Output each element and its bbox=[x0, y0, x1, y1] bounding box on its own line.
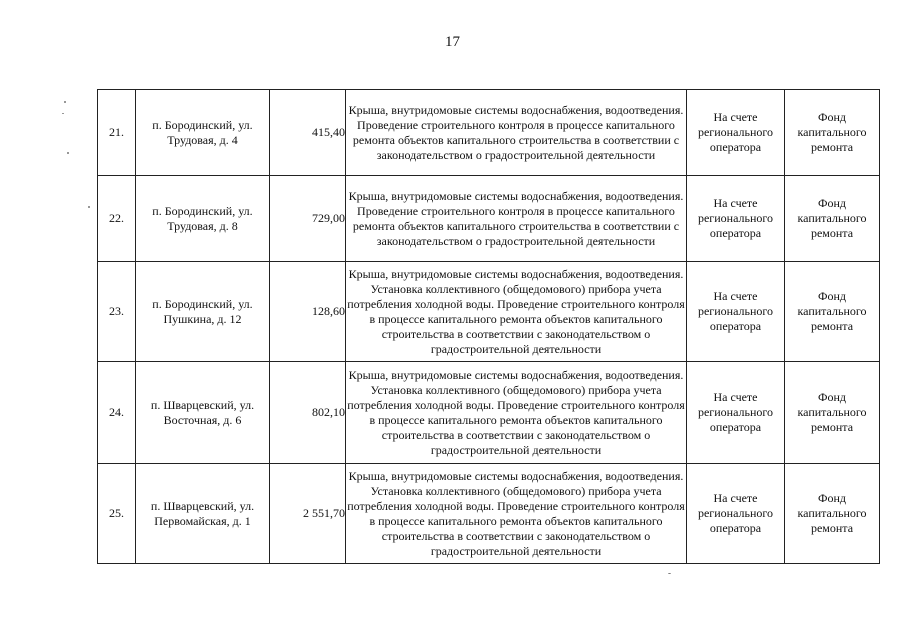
works-cell: Крыша, внутридомовые системы водоснабжения, водоотведения. Установка коллективного (общедомового) прибора учета потребления холодной воды. Проведение строительного контроля в процессе капитального ремонта объектов капитального строительства в соответствии с законодательством о градостроительной деятельности bbox=[346, 362, 687, 464]
row-number: 22. bbox=[98, 176, 136, 262]
works-cell: Крыша, внутридомовые системы водоснабжения, водоотведения. Проведение строительного контроля в процессе капитального ремонта объектов капитального строительства в соответствии с законодательством о градостроительной деятельности bbox=[346, 176, 687, 262]
account-cell: На счете регионального оператора bbox=[687, 362, 785, 464]
funding-source-cell: Фонд капитального ремонта bbox=[785, 464, 880, 564]
funding-source-cell: Фонд капитального ремонта bbox=[785, 176, 880, 262]
row-number: 21. bbox=[98, 90, 136, 176]
row-number: 23. bbox=[98, 262, 136, 362]
scan-speck bbox=[62, 113, 64, 114]
scan-speck bbox=[67, 152, 69, 154]
area-cell: 729,00 bbox=[270, 176, 346, 262]
address-cell: п. Шварцевский, ул. Восточная, д. 6 bbox=[136, 362, 270, 464]
row-number: 25. bbox=[98, 464, 136, 564]
works-cell: Крыша, внутридомовые системы водоснабжения, водоотведения. Проведение строительного контроля в процессе капитального ремонта объектов капитального строительства в соответствии с законодательством о градостроительной деятельности bbox=[346, 90, 687, 176]
scan-speck bbox=[668, 573, 671, 574]
area-cell: 2 551,70 bbox=[270, 464, 346, 564]
row-number: 24. bbox=[98, 362, 136, 464]
table-row bbox=[98, 176, 880, 262]
funding-source-cell: Фонд капитального ремонта bbox=[785, 90, 880, 176]
area-cell: 802,10 bbox=[270, 362, 346, 464]
table-row bbox=[98, 262, 880, 362]
scan-speck bbox=[64, 101, 66, 103]
area-cell: 415,40 bbox=[270, 90, 346, 176]
works-cell: Крыша, внутридомовые системы водоснабжения, водоотведения. Установка коллективного (общедомового) прибора учета потребления холодной воды. Проведение строительного контроля в процессе капитального ремонта объектов капитального строительства в соответствии с законодательством о градостроительной деятельности bbox=[346, 464, 687, 564]
table-row bbox=[98, 90, 880, 176]
works-cell: Крыша, внутридомовые системы водоснабжения, водоотведения. Установка коллективного (общедомового) прибора учета потребления холодной воды. Проведение строительного контроля в процессе капитального ремонта объектов капитального строительства в соответствии с законодательством о градостроительной деятельности bbox=[346, 262, 687, 362]
account-cell: На счете регионального оператора bbox=[687, 176, 785, 262]
account-cell: На счете регионального оператора bbox=[687, 90, 785, 176]
address-cell: п. Бородинский, ул. Трудовая, д. 4 bbox=[136, 90, 270, 176]
repair-table bbox=[97, 89, 880, 564]
table-row bbox=[98, 362, 880, 464]
area-cell: 128,60 bbox=[270, 262, 346, 362]
funding-source-cell: Фонд капитального ремонта bbox=[785, 362, 880, 464]
funding-source-cell: Фонд капитального ремонта bbox=[785, 262, 880, 362]
address-cell: п. Бородинский, ул. Пушкина, д. 12 bbox=[136, 262, 270, 362]
account-cell: На счете регионального оператора bbox=[687, 262, 785, 362]
address-cell: п. Шварцевский, ул. Первомайская, д. 1 bbox=[136, 464, 270, 564]
scan-speck bbox=[88, 206, 90, 208]
page-number: 17 bbox=[445, 34, 460, 50]
table-row bbox=[98, 464, 880, 564]
account-cell: На счете регионального оператора bbox=[687, 464, 785, 564]
address-cell: п. Бородинский, ул. Трудовая, д. 8 bbox=[136, 176, 270, 262]
